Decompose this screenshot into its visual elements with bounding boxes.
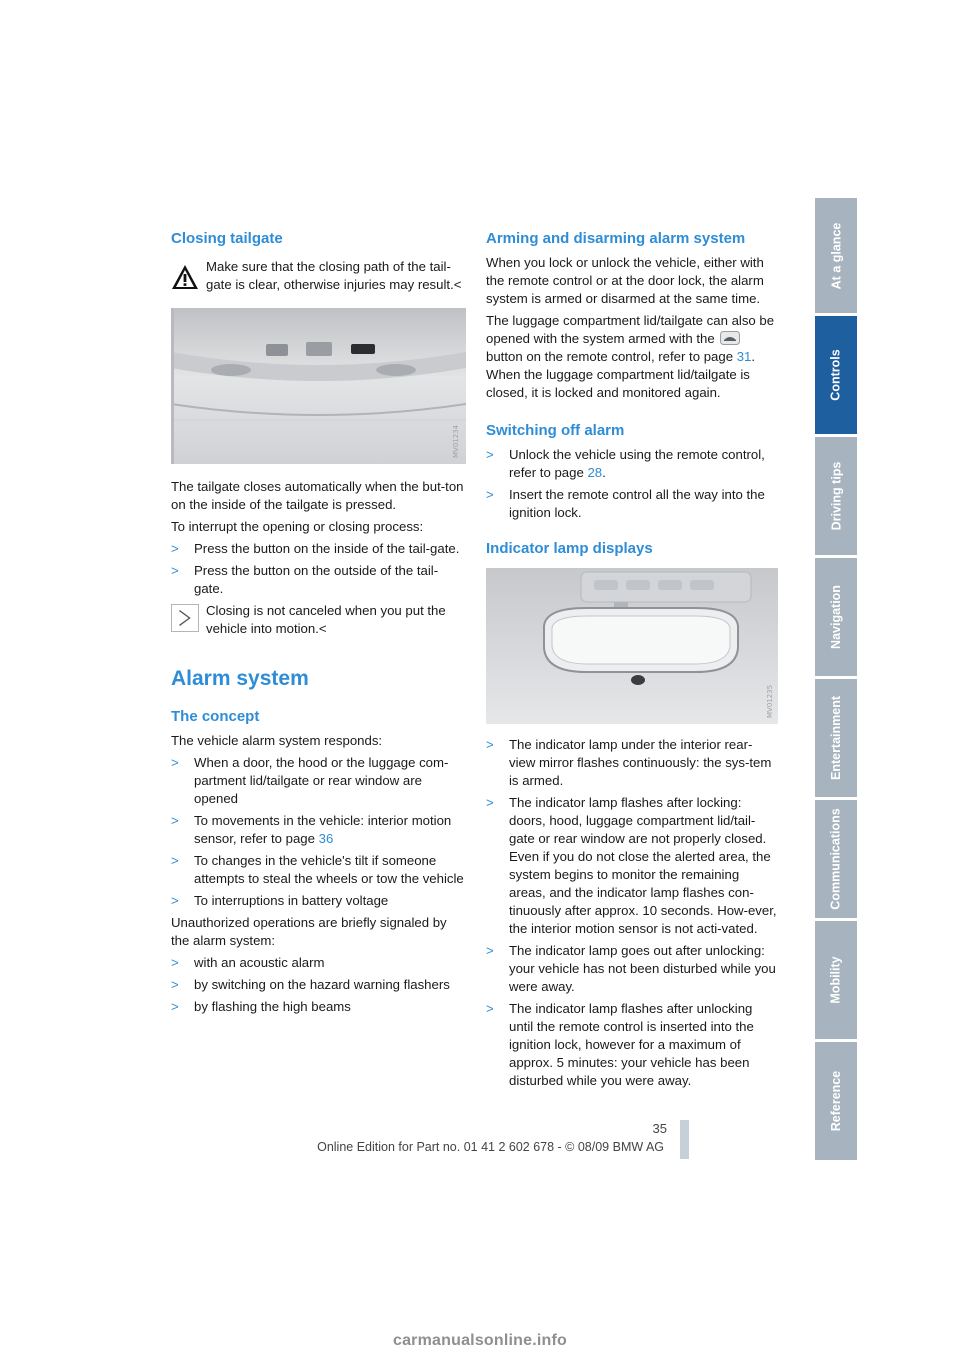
- arming-text-2-post: . When the luggage compartment lid/tailgate is closed, it is locked and monitored again.: [486, 349, 756, 400]
- indicator-heading: Indicator lamp displays: [486, 540, 653, 557]
- closing-tailgate-heading: Closing tailgate: [171, 230, 283, 247]
- list-item: > The indicator lamp under the interior rear-view mirror flashes continuously: the sys-tem is armed.: [486, 736, 778, 790]
- end-mark: <: [453, 277, 462, 292]
- closing-warning-text: Make sure that the closing path of the tail-gate is clear, otherwise injuries may result.: [206, 259, 454, 292]
- switching-off-heading: Switching off alarm: [486, 422, 625, 439]
- list-item: > Press the button on the inside of the tail-gate.: [171, 540, 466, 558]
- unauthorized-bullets: [171, 954, 466, 1016]
- list-item-text: Unlock the vehicle using the remote control, refer to page: [509, 447, 765, 480]
- page-link-28[interactable]: 28: [587, 465, 603, 480]
- sidebar-tab-controls[interactable]: Controls: [815, 316, 857, 434]
- list-item: > To interruptions in battery voltage: [171, 892, 466, 910]
- indicator-bullets: [486, 736, 778, 1090]
- page-link-31[interactable]: 31: [736, 349, 752, 364]
- list-item: > Insert the remote control all the way into the ignition lock.: [486, 486, 778, 522]
- closing-note: [171, 602, 466, 638]
- list-item: [486, 446, 778, 482]
- switching-bullets: [486, 446, 778, 522]
- arming-heading: Arming and disarming alarm system: [486, 230, 746, 247]
- svg-text:MV01235: MV01235: [766, 684, 774, 718]
- sidebar-tab-reference[interactable]: Reference: [815, 1042, 857, 1160]
- list-item: > When a door, the hood or the luggage com-partment lid/tailgate or rear window are opened: [171, 754, 466, 808]
- list-item: > with an acoustic alarm: [171, 954, 466, 972]
- list-item: > Press the button on the outside of the tail-gate.: [171, 562, 466, 598]
- page-number-bar: [680, 1120, 689, 1159]
- concept-heading: The concept: [171, 708, 260, 725]
- sidebar-tab-entertainment[interactable]: Entertainment: [815, 679, 857, 797]
- list-item: > by flashing the high beams: [171, 998, 466, 1016]
- section-sidebar: [815, 198, 857, 1160]
- list-item: [171, 812, 466, 848]
- concept-bullets: [171, 754, 466, 910]
- right-column: [486, 228, 778, 1094]
- left-column: [171, 228, 466, 1020]
- closing-warning: [171, 258, 466, 294]
- unauthorized-text: Unauthorized operations are briefly signaled by the alarm system:: [171, 915, 447, 948]
- sidebar-tab-at-a-glance[interactable]: At a glance: [815, 198, 857, 313]
- closing-bullets: [171, 540, 466, 598]
- arming-text-1: When you lock or unlock the vehicle, either with the remote control or at the door lock, the alarm system is armed or disarmed at the same time.: [486, 255, 764, 306]
- list-item: > The indicator lamp goes out after unlocking: your vehicle has not been disturbed while you were away.: [486, 942, 778, 996]
- warning-triangle-icon: [171, 264, 199, 290]
- trunk-button-icon: [720, 331, 740, 345]
- sidebar-tab-driving-tips[interactable]: Driving tips: [815, 437, 857, 555]
- list-item-text: To movements in the vehicle: interior motion sensor, refer to page: [194, 813, 452, 846]
- sidebar-tab-mobility[interactable]: Mobility: [815, 921, 857, 1039]
- arming-text-2: [486, 312, 778, 402]
- watermark: carmanualsonline.info: [392, 1332, 567, 1349]
- footer-edition: Online Edition for Part no. 01 41 2 602 678 - © 08/09 BMW AG: [317, 1140, 664, 1154]
- list-item: > The indicator lamp flashes after locking: doors, hood, luggage compartment lid/tail-gate or rear window are not properly closed. Even if you do not close the alerted area, the system begins to monitor the remaining areas, and the indicator lamp flashes con-tinuously after approx. 10 seconds. How-ever, the interior motion sensor is not acti-vated.: [486, 794, 778, 938]
- list-item: > by switching on the hazard warning flashers: [171, 976, 466, 994]
- mirror-image: [486, 568, 778, 724]
- closing-text-2: To interrupt the opening or closing process:: [171, 519, 424, 534]
- end-mark: <: [318, 621, 327, 636]
- list-item-text: .: [602, 465, 606, 480]
- list-item: > To changes in the vehicle's tilt if someone attempts to steal the wheels or tow the vehicle: [171, 852, 466, 888]
- arming-text-2-pre: The luggage compartment lid/tailgate can also be opened with the system armed with the: [486, 313, 775, 346]
- alarm-system-heading: Alarm system: [171, 667, 309, 690]
- sidebar-tab-navigation[interactable]: Navigation: [815, 558, 857, 676]
- list-item: > The indicator lamp flashes after unlocking until the remote control is inserted into the ignition lock, however for a maximum of approx. 5 minutes: your vehicle has been disturbed while you were away.: [486, 1000, 778, 1090]
- svg-text:MV01234: MV01234: [452, 424, 460, 458]
- note-arrow-icon: [171, 604, 199, 632]
- page-link-36[interactable]: 36: [318, 831, 334, 846]
- sidebar-tab-communications[interactable]: Communications: [815, 800, 857, 918]
- page-number: 35: [652, 1121, 667, 1136]
- closing-note-text: Closing is not canceled when you put the vehicle into motion.: [206, 603, 446, 636]
- arming-text-2-mid: button on the remote control, refer to page: [486, 349, 737, 364]
- concept-text: The vehicle alarm system responds:: [171, 733, 383, 748]
- closing-text-1: The tailgate closes automatically when the but-ton on the inside of the tailgate is pressed.: [171, 479, 464, 512]
- tailgate-image: [171, 308, 466, 464]
